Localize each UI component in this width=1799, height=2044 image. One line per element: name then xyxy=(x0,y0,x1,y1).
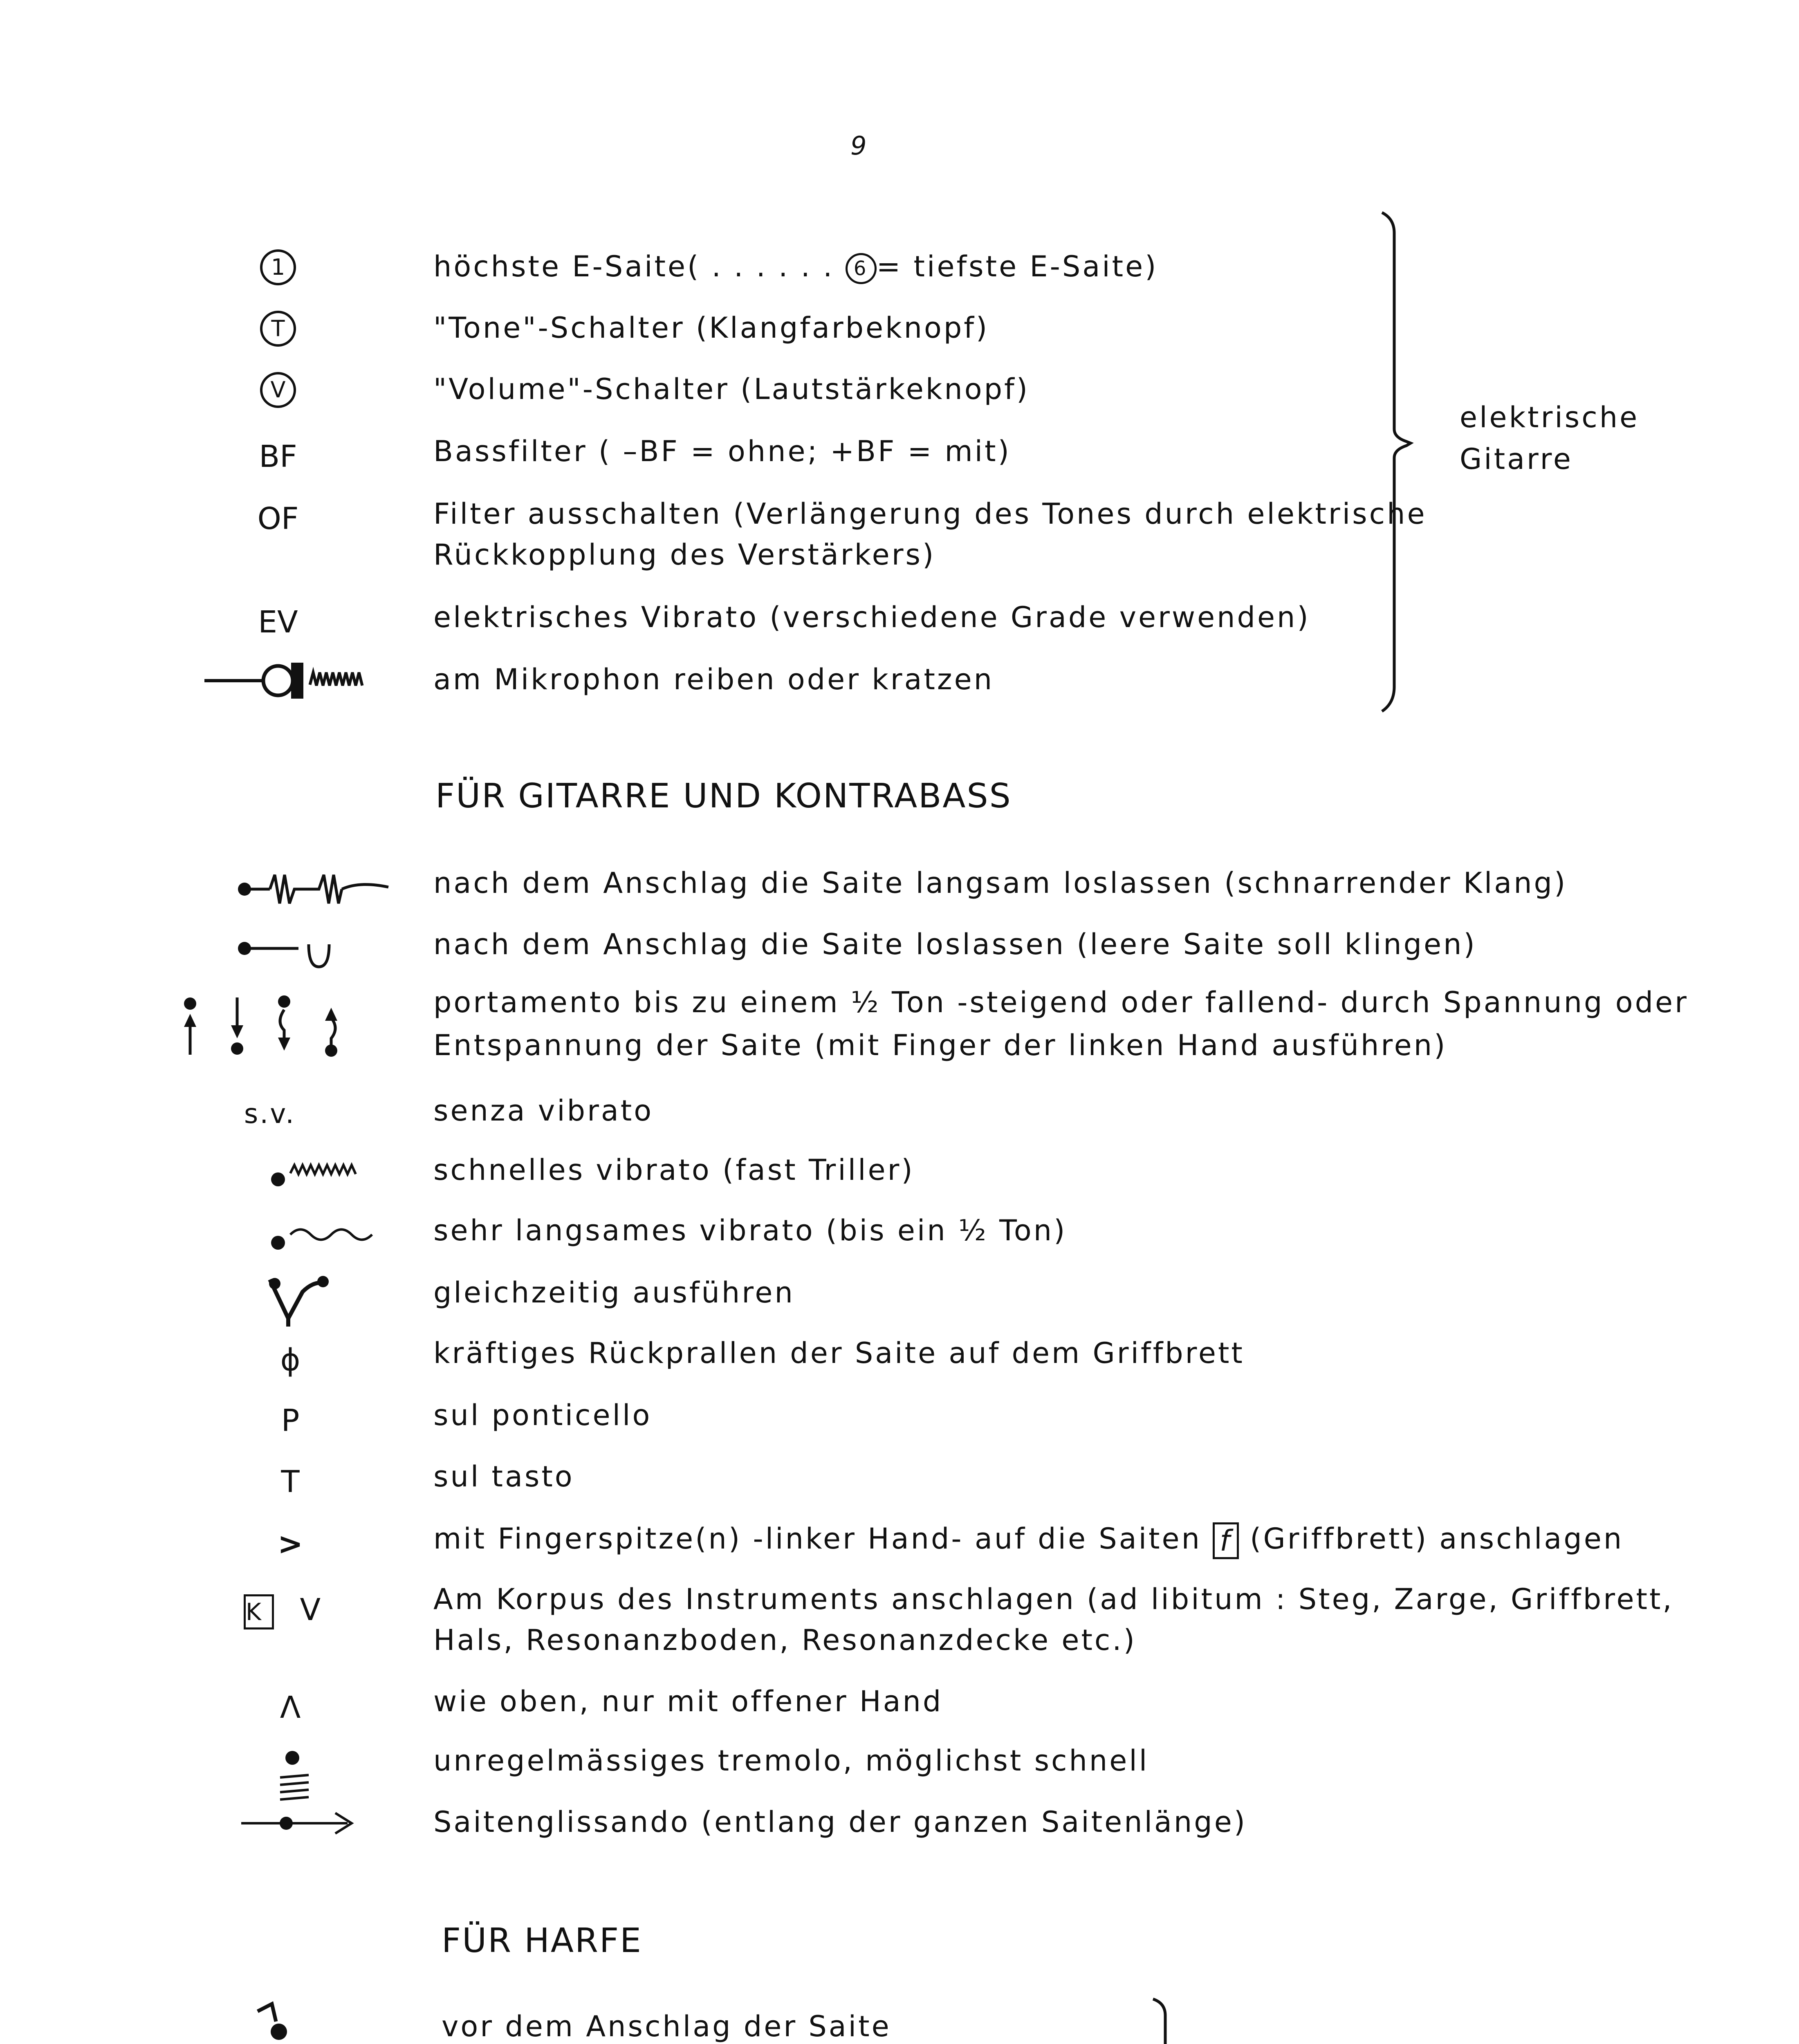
row-text: nach dem Anschlag die Saite langsam loslassen (schnarrender Klang) xyxy=(433,866,1568,900)
row-text: höchste E-Saite( . . . . . . 6 = tiefste E-Saite) xyxy=(433,250,1158,283)
release-open-string-icon xyxy=(237,932,335,969)
accent-symbol: > xyxy=(277,1526,303,1562)
row-text: unregelmässiges tremolo, möglichst schnell xyxy=(433,1744,1149,1777)
section-heading: FÜR HARFE xyxy=(442,1921,642,1960)
row-text-continued: Entspannung der Saite (mit Finger der linken Hand ausführen) xyxy=(433,1029,1447,1062)
filter-off-symbol: OF xyxy=(257,501,299,536)
row-text: "Tone"-Schalter (Klangfarbeknopf) xyxy=(433,311,989,345)
portamento-arrows-icon xyxy=(176,989,380,1059)
string-number-symbol: 1 xyxy=(164,249,393,285)
open-hand-symbol: Λ xyxy=(280,1690,301,1725)
snap-pizzicato-symbol: ɸ xyxy=(280,1342,301,1378)
simultaneous-icon xyxy=(266,1271,331,1329)
string-glissando-arrow-icon xyxy=(237,1807,360,1840)
right-brace xyxy=(1145,1997,1194,2044)
row-text: nach dem Anschlag die Saite loslassen (leere Saite soll klingen) xyxy=(433,928,1477,961)
electric-vibrato-symbol: EV xyxy=(258,605,298,640)
fingerboard-box-symbol: f xyxy=(1213,1522,1239,1559)
right-brace xyxy=(1366,208,1419,715)
row-text: am Mikrophon reiben oder kratzen xyxy=(433,663,994,696)
row-text: mit Fingerspitze(n) -linker Hand- auf die Saiten f (Griffbrett) anschlagen xyxy=(433,1517,1624,1560)
row-text: wie oben, nur mit offener Hand xyxy=(433,1685,943,1718)
row-text: Bassfilter ( –BF = ohne; +BF = mit) xyxy=(433,435,1011,468)
section-heading: FÜR GITARRE UND KONTRABASS xyxy=(435,777,1012,816)
senza-vibrato-symbol: s.v. xyxy=(244,1098,296,1130)
row-text-continued: Hals, Resonanzboden, Resonanzdecke etc.) xyxy=(433,1623,1137,1657)
row-text: gleichzeitig ausführen xyxy=(433,1276,795,1309)
brace-label: elektrische Gitarre xyxy=(1460,401,1640,476)
body-strike-symbol: K V xyxy=(176,1594,405,1629)
microphone-scratch-icon xyxy=(204,660,376,701)
row-text: elektrisches Vibrato (verschiedene Grade verwenden) xyxy=(433,601,1310,634)
row-text: schnelles vibrato (fast Triller) xyxy=(433,1153,915,1187)
row-text: kräftiges Rückprallen der Saite auf dem Griffbrett xyxy=(433,1336,1245,1370)
string-six-symbol: 6 xyxy=(846,253,877,284)
tone-switch-symbol: T xyxy=(164,311,393,347)
brace-label xyxy=(1218,2040,1585,2044)
row-text: Saitenglissando (entlang der ganzen Saitenlänge) xyxy=(433,1805,1247,1839)
row-text: "Volume"-Schalter (Lautstärkeknopf) xyxy=(433,372,1030,406)
row-text: sul tasto xyxy=(433,1460,574,1493)
volume-switch-symbol: V xyxy=(164,372,393,408)
fast-vibrato-icon xyxy=(270,1157,368,1194)
row-text: sul ponticello xyxy=(433,1399,652,1432)
sul-tasto-symbol: T xyxy=(281,1464,300,1499)
row-text: Am Korpus des Instruments anschlagen (ad libitum : Steg, Zarge, Griffbrett, xyxy=(433,1582,1674,1616)
sul-ponticello-symbol: P xyxy=(281,1403,300,1438)
row-text: portamento bis zu einem ½ Ton -steigend oder fallend- durch Spannung oder xyxy=(433,986,1689,1019)
row-text-continued: Rückkopplung des Verstärkers) xyxy=(433,538,936,572)
row-text: sehr langsames vibrato (bis ein ½ Ton) xyxy=(433,1214,1067,1247)
harp-tip-before-icon xyxy=(253,1999,303,2044)
row-text: vor dem Anschlag der Saite xyxy=(442,2010,891,2043)
snarl-release-icon xyxy=(237,871,393,908)
bassfilter-symbol: BF xyxy=(259,439,297,474)
row-text: Filter ausschalten (Verlängerung des Tones durch elektrische xyxy=(433,497,1427,531)
irregular-tremolo-icon xyxy=(274,1746,319,1807)
page-number: 9 xyxy=(850,131,867,161)
slow-vibrato-icon xyxy=(270,1218,393,1255)
row-text: senza vibrato xyxy=(433,1094,654,1127)
